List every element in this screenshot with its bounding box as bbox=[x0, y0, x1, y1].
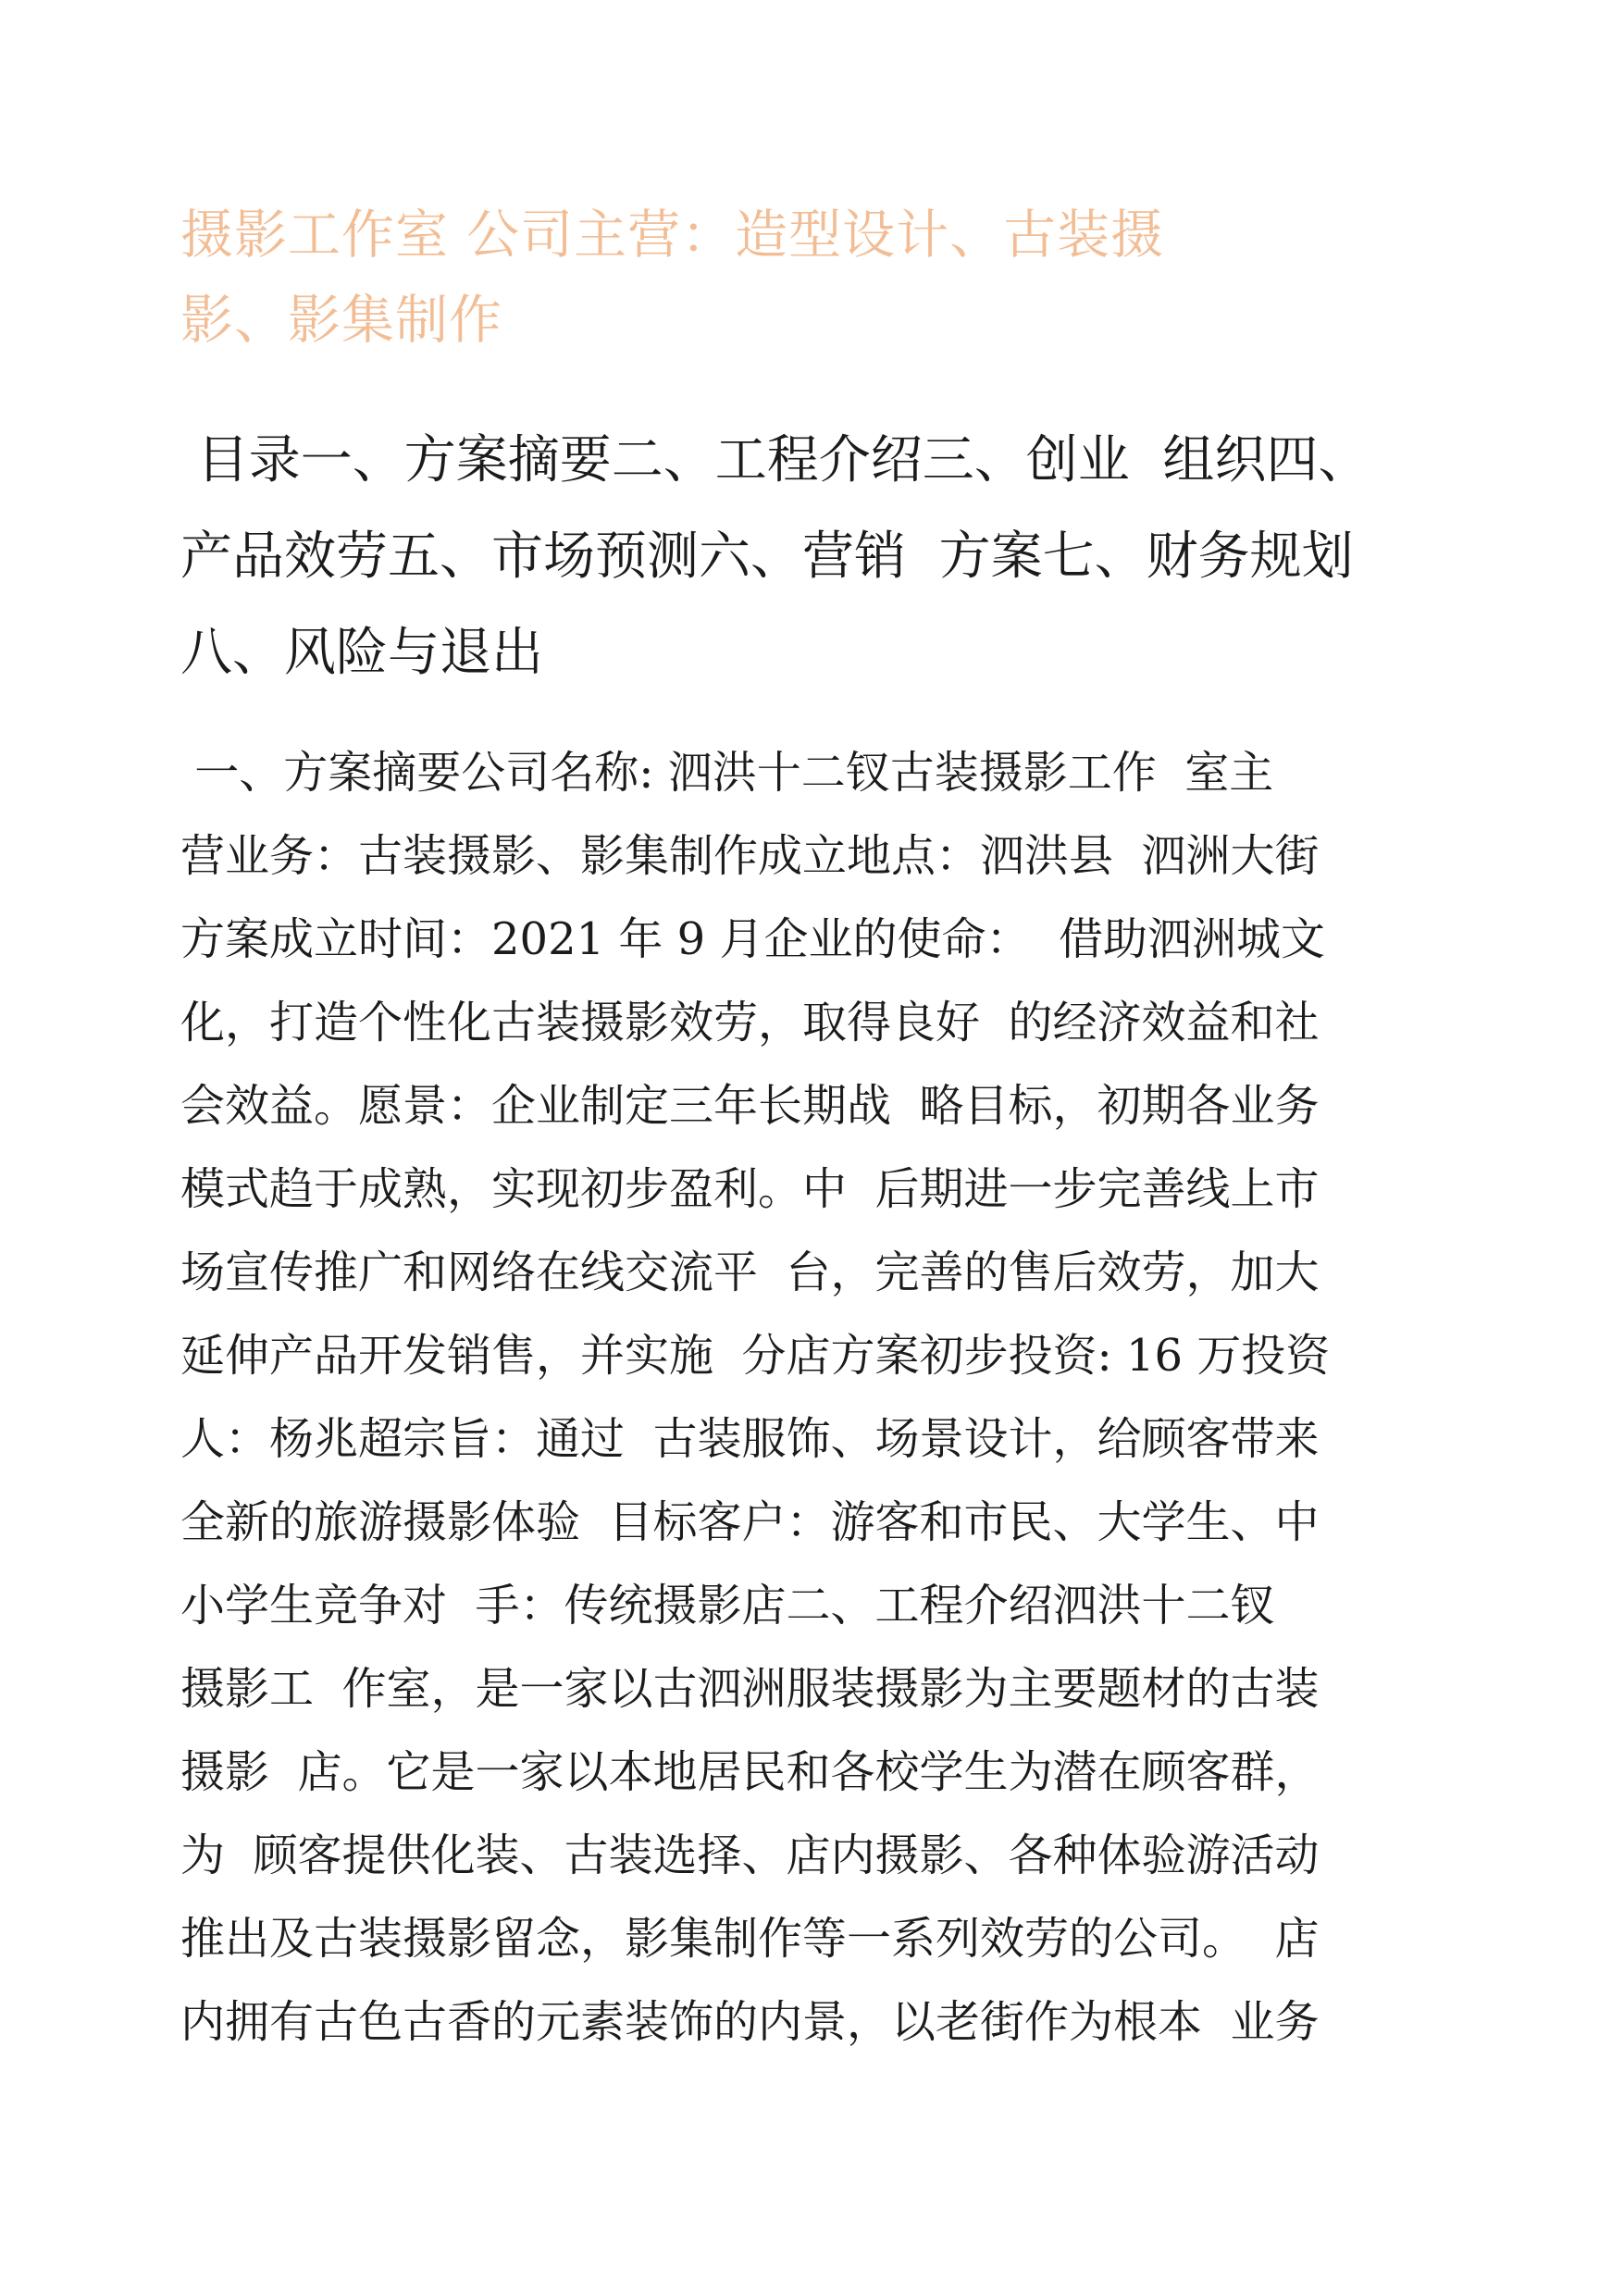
title-line: 影、影集制作 bbox=[180, 290, 502, 351]
body-line: 全新的旅游摄影体验 目标客户：游客和市民、大学生、中 bbox=[180, 1496, 1320, 1548]
body-line: 方案成立时间：2021 年 9 月企业的使命： 借助泗洲城文 bbox=[180, 913, 1325, 965]
body-line: 摄影 店。它是一家以本地居民和各校学生为潜在顾客群， bbox=[180, 1746, 1320, 1798]
body-line: 场宣传推广和网络在线交流平 台，完善的售后效劳，加大 bbox=[180, 1247, 1320, 1298]
body-line: 为 顾客提供化装、古装选择、店内摄影、各种体验游活动 bbox=[180, 1830, 1320, 1881]
body-line: 推出及古装摄影留念，影集制作等一系列效劳的公司。 店 bbox=[180, 1913, 1320, 1965]
table-of-contents bbox=[180, 413, 1476, 701]
body-line: 会效益。愿景：企业制定三年长期战 略目标，初期各业务 bbox=[180, 1080, 1320, 1132]
document-title bbox=[180, 192, 1476, 363]
body-line: 模式趋于成熟，实现初步盈利。中 后期进一步完善线上市 bbox=[180, 1163, 1320, 1215]
body-line: 摄影工 作室，是一家以古泗洲服装摄影为主要题材的古装 bbox=[180, 1663, 1320, 1715]
body-line: 人：杨兆超宗旨：通过 古装服饰、场景设计，给顾客带来 bbox=[180, 1413, 1320, 1465]
body-line: 营业务：古装摄影、影集制作成立地点：泗洪县 泗洲大街 bbox=[180, 830, 1320, 882]
title-line: 摄影工作室 公司主营：造型设计、古装摄 bbox=[180, 205, 1165, 266]
body-line: 内拥有古色古香的元素装饰的内景，以老街作为根本 业务 bbox=[180, 1996, 1320, 2048]
body-line: 延伸产品开发销售，并实施 分店方案初步投资: 16 万投资 bbox=[180, 1330, 1331, 1382]
toc-line: 八、风险与退出 bbox=[180, 623, 543, 683]
body-text bbox=[180, 731, 1476, 2064]
body-line: 小学生竞争对 手：传统摄影店二、工程介绍泗洪十二钗 bbox=[180, 1580, 1275, 1631]
body-line: 一、方案摘要公司名称: 泗洪十二钗古装摄影工作 室主 bbox=[180, 747, 1274, 799]
toc-line: 产品效劳五、市场预测六、营销 方案七、财务规划 bbox=[180, 527, 1354, 587]
toc-line: 目录一、方案摘要二、工程介绍三、创业 组织四、 bbox=[180, 430, 1370, 490]
body-line: 化，打造个性化古装摄影效劳，取得良好 的经济效益和社 bbox=[180, 997, 1320, 1048]
